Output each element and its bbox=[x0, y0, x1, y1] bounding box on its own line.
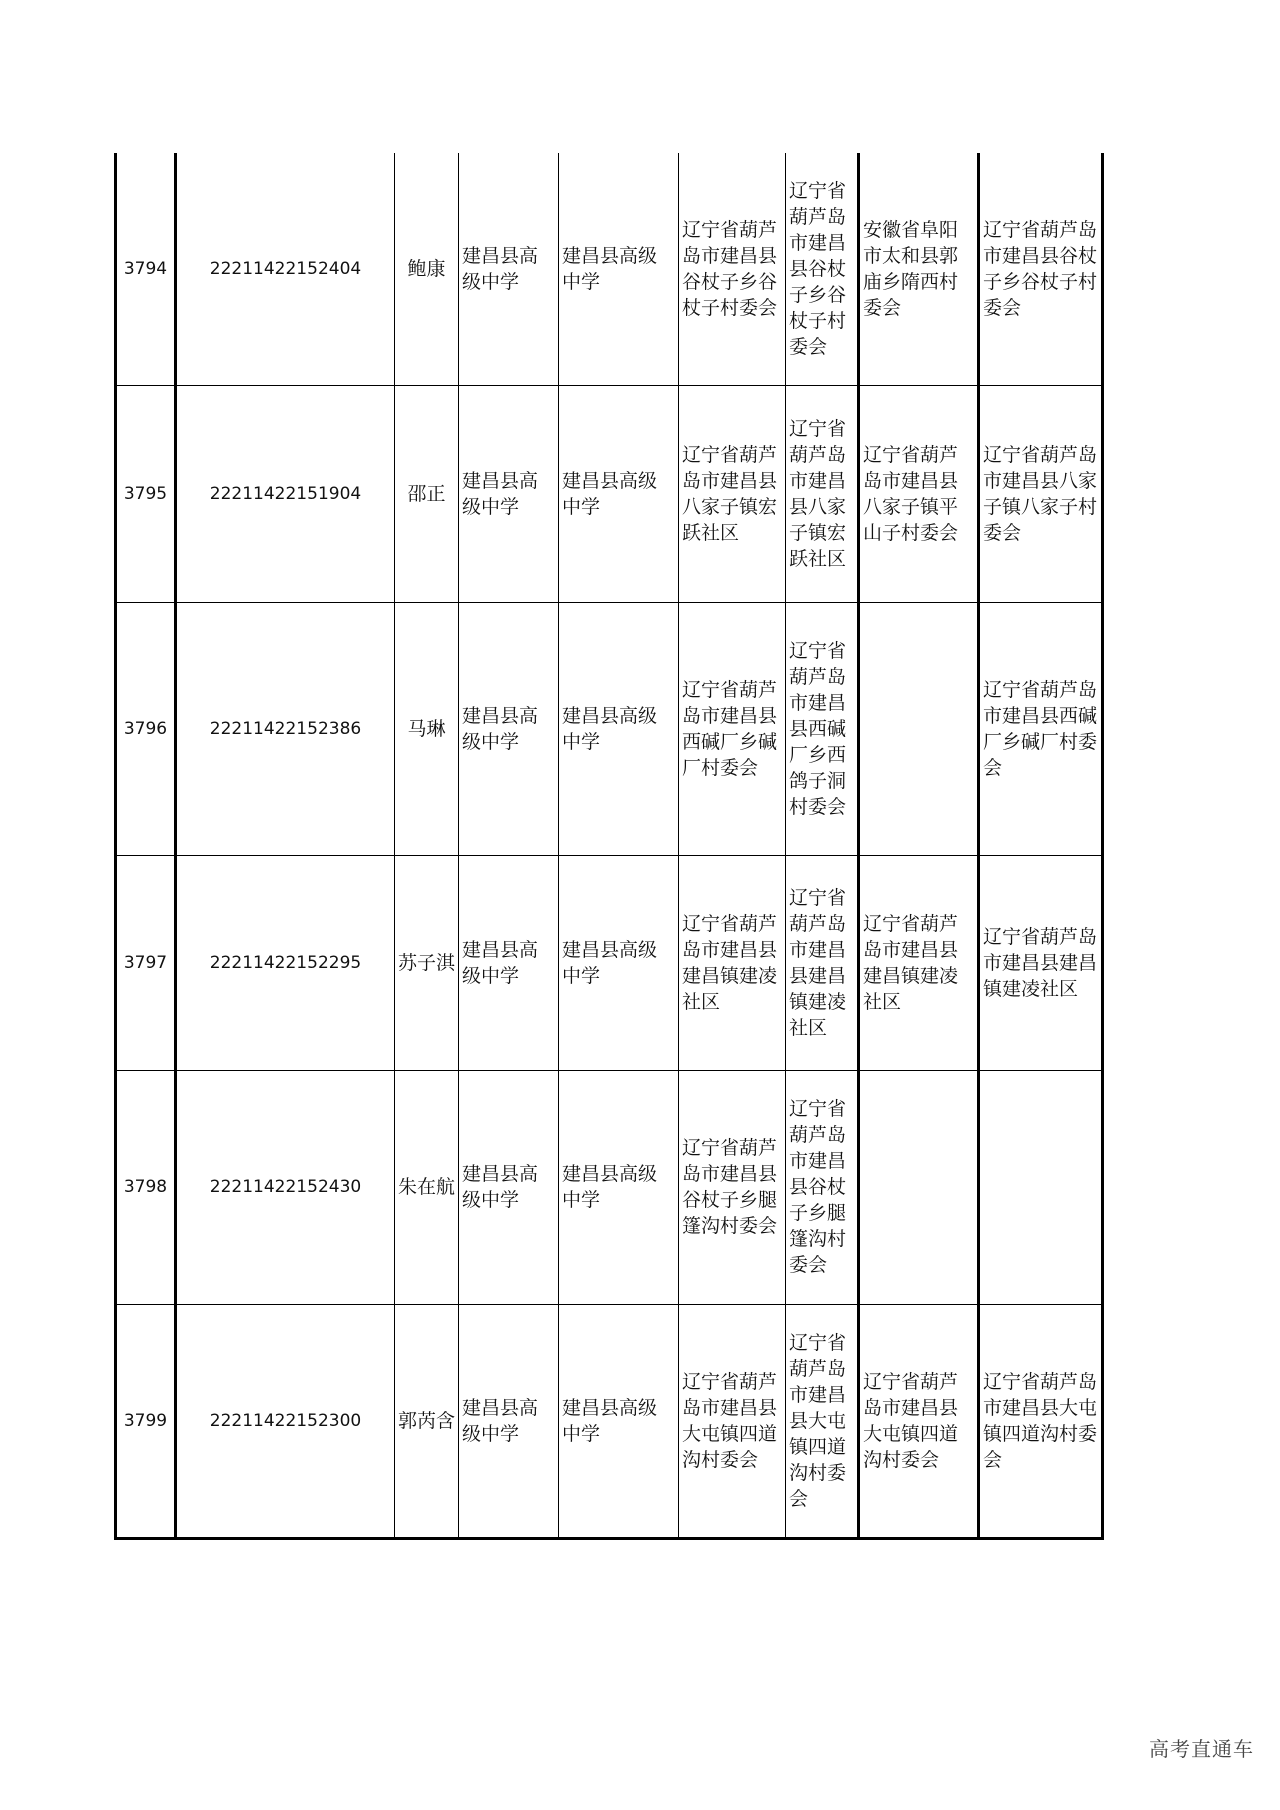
exam-number-cell: 22211422152295 bbox=[176, 855, 395, 1070]
school-cell: 建昌县高级中学 bbox=[459, 385, 559, 602]
attend-school-cell: 建昌县高级中学 bbox=[559, 153, 679, 385]
address-cell-1: 辽宁省葫芦岛市建昌县八家子镇宏跃社区 bbox=[679, 385, 786, 602]
seq-cell: 3794 bbox=[116, 153, 176, 385]
attend-school-cell: 建昌县高级中学 bbox=[559, 855, 679, 1070]
attend-school-cell: 建昌县高级中学 bbox=[559, 385, 679, 602]
table-row bbox=[116, 855, 1103, 1070]
seq-cell: 3797 bbox=[116, 855, 176, 1070]
address-cell-3 bbox=[859, 602, 979, 855]
school-cell: 建昌县高级中学 bbox=[459, 602, 559, 855]
exam-number-cell: 22211422152386 bbox=[176, 602, 395, 855]
school-cell: 建昌县高级中学 bbox=[459, 153, 559, 385]
address-cell-2: 辽宁省葫芦岛市建昌县西碱厂乡西鸽子洞村委会 bbox=[786, 602, 859, 855]
address-cell-1: 辽宁省葫芦岛市建昌县谷杖子乡谷杖子村委会 bbox=[679, 153, 786, 385]
table-row bbox=[116, 385, 1103, 602]
address-cell-3: 辽宁省葫芦岛市建昌县大屯镇四道沟村委会 bbox=[859, 1304, 979, 1538]
seq-cell: 3795 bbox=[116, 385, 176, 602]
table-row bbox=[116, 153, 1103, 385]
address-cell-3: 安徽省阜阳市太和县郭庙乡隋西村委会 bbox=[859, 153, 979, 385]
table-row bbox=[116, 602, 1103, 855]
address-cell-3: 辽宁省葫芦岛市建昌县八家子镇平山子村委会 bbox=[859, 385, 979, 602]
table-row bbox=[116, 1304, 1103, 1538]
watermark-text: 高考直通车 bbox=[1149, 1737, 1254, 1761]
exam-number-cell: 22211422152300 bbox=[176, 1304, 395, 1538]
address-cell-1: 辽宁省葫芦岛市建昌县西碱厂乡碱厂村委会 bbox=[679, 602, 786, 855]
table-row bbox=[116, 1070, 1103, 1304]
address-cell-4: 辽宁省葫芦岛市建昌县建昌镇建凌社区 bbox=[979, 855, 1103, 1070]
address-cell-4: 辽宁省葫芦岛市建昌县西碱厂乡碱厂村委会 bbox=[979, 602, 1103, 855]
student-name-cell: 苏子淇 bbox=[395, 855, 459, 1070]
address-cell-4: 辽宁省葫芦岛市建昌县八家子镇八家子村委会 bbox=[979, 385, 1103, 602]
attend-school-cell: 建昌县高级中学 bbox=[559, 1304, 679, 1538]
seq-cell: 3796 bbox=[116, 602, 176, 855]
student-roster-table bbox=[114, 153, 1104, 1540]
student-name-cell: 邵正 bbox=[395, 385, 459, 602]
address-cell-4 bbox=[979, 1070, 1103, 1304]
seq-cell: 3798 bbox=[116, 1070, 176, 1304]
exam-number-cell: 22211422152430 bbox=[176, 1070, 395, 1304]
exam-number-cell: 22211422152404 bbox=[176, 153, 395, 385]
attend-school-cell: 建昌县高级中学 bbox=[559, 602, 679, 855]
school-cell: 建昌县高级中学 bbox=[459, 855, 559, 1070]
address-cell-4: 辽宁省葫芦岛市建昌县大屯镇四道沟村委会 bbox=[979, 1304, 1103, 1538]
student-name-cell: 郭芮含 bbox=[395, 1304, 459, 1538]
address-cell-1: 辽宁省葫芦岛市建昌县大屯镇四道沟村委会 bbox=[679, 1304, 786, 1538]
address-cell-1: 辽宁省葫芦岛市建昌县谷杖子乡腿篷沟村委会 bbox=[679, 1070, 786, 1304]
address-cell-1: 辽宁省葫芦岛市建昌县建昌镇建凌社区 bbox=[679, 855, 786, 1070]
address-cell-2: 辽宁省葫芦岛市建昌县建昌镇建凌社区 bbox=[786, 855, 859, 1070]
address-cell-2: 辽宁省葫芦岛市建昌县谷杖子乡腿篷沟村委会 bbox=[786, 1070, 859, 1304]
roster-table-container bbox=[114, 153, 1104, 1540]
seq-cell: 3799 bbox=[116, 1304, 176, 1538]
address-cell-2: 辽宁省葫芦岛市建昌县八家子镇宏跃社区 bbox=[786, 385, 859, 602]
address-cell-2: 辽宁省葫芦岛市建昌县大屯镇四道沟村委会 bbox=[786, 1304, 859, 1538]
address-cell-3: 辽宁省葫芦岛市建昌县建昌镇建凌社区 bbox=[859, 855, 979, 1070]
address-cell-3 bbox=[859, 1070, 979, 1304]
school-cell: 建昌县高级中学 bbox=[459, 1304, 559, 1538]
student-name-cell: 马琳 bbox=[395, 602, 459, 855]
student-name-cell: 朱在航 bbox=[395, 1070, 459, 1304]
address-cell-4: 辽宁省葫芦岛市建昌县谷杖子乡谷杖子村委会 bbox=[979, 153, 1103, 385]
attend-school-cell: 建昌县高级中学 bbox=[559, 1070, 679, 1304]
school-cell: 建昌县高级中学 bbox=[459, 1070, 559, 1304]
student-name-cell: 鲍康 bbox=[395, 153, 459, 385]
address-cell-2: 辽宁省葫芦岛市建昌县谷杖子乡谷杖子村委会 bbox=[786, 153, 859, 385]
exam-number-cell: 22211422151904 bbox=[176, 385, 395, 602]
